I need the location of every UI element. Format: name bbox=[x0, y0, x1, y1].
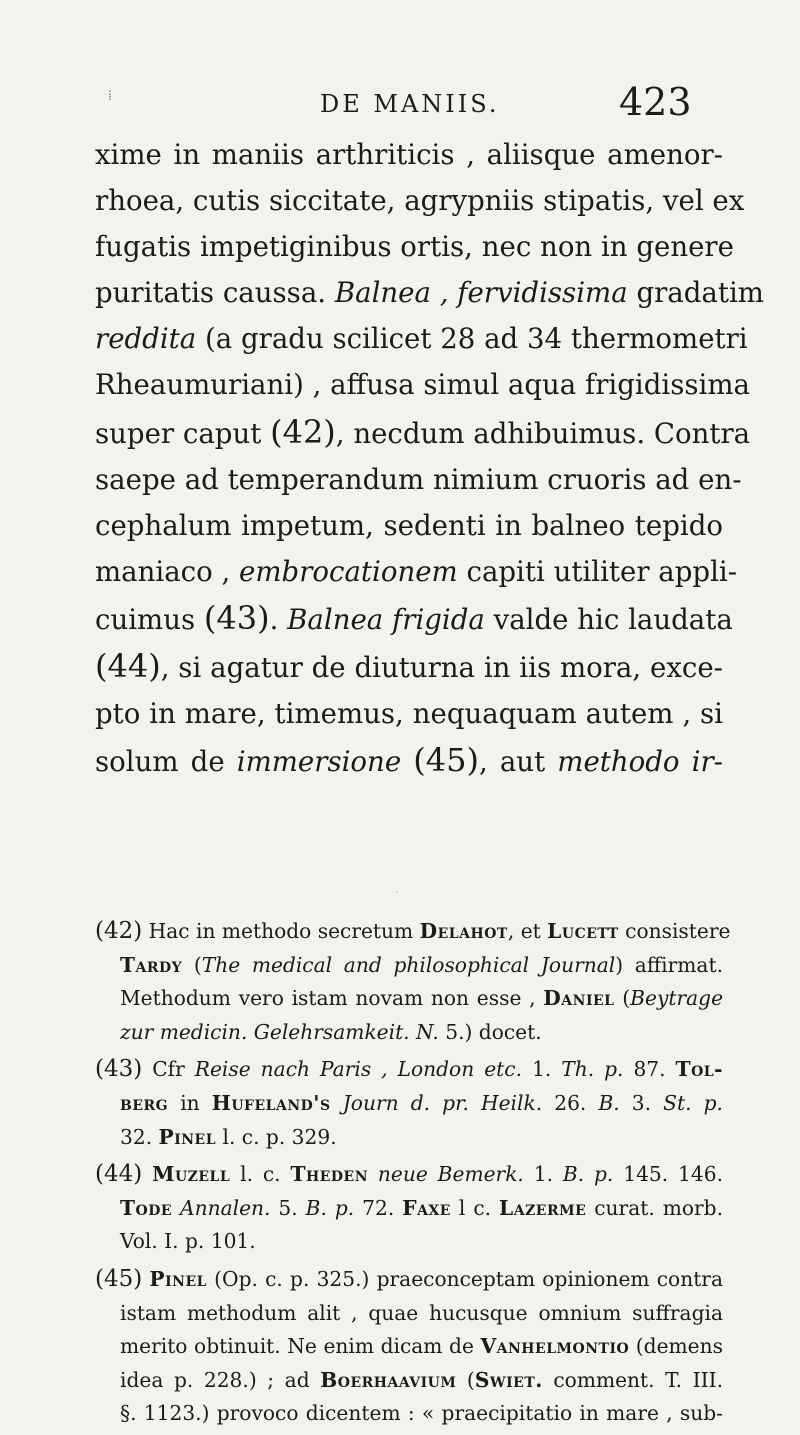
text-fragment: (Op. c. p. 325.) praeconceptam opinionem contra bbox=[206, 1266, 723, 1291]
text-line bbox=[95, 132, 723, 178]
text-fragment: 5.) docet. bbox=[438, 1019, 542, 1044]
footnote-line bbox=[95, 1192, 723, 1226]
footnote-line bbox=[95, 949, 723, 983]
text-fragment: Tode bbox=[120, 1195, 173, 1220]
text-fragment: solum de bbox=[95, 745, 237, 779]
text-fragment: . bbox=[269, 602, 288, 636]
footnote-45 bbox=[95, 1263, 723, 1431]
footnotes bbox=[95, 915, 731, 1435]
footnote-line bbox=[95, 915, 731, 949]
text-fragment: l. c. p. 329. bbox=[216, 1124, 337, 1149]
text-fragment: Th. p. bbox=[561, 1057, 624, 1082]
footnote-number: (45) bbox=[95, 1265, 143, 1292]
text-fragment: ( bbox=[614, 986, 631, 1011]
text-fragment: Lazerme bbox=[499, 1195, 587, 1220]
text-fragment: Vol. I. p. 101. bbox=[120, 1229, 256, 1254]
text-fragment: cephalum impetum, sedenti in balneo tepido bbox=[95, 508, 723, 542]
text-fragment: Pinel bbox=[158, 1124, 217, 1149]
text-fragment: zur medicin. Gelehrsamkeit. N. bbox=[120, 1019, 439, 1044]
text-fragment: methodo ir- bbox=[557, 745, 723, 779]
footnote-line bbox=[95, 1330, 723, 1364]
text-line bbox=[95, 178, 745, 224]
text-fragment: capiti utiliter appli- bbox=[457, 554, 738, 588]
text-fragment: 32. bbox=[120, 1124, 159, 1149]
text-fragment: ) affirmat. bbox=[615, 952, 723, 977]
text-fragment: (a gradu scilicet 28 ad 34 thermometri bbox=[196, 322, 748, 356]
text-fragment: xime in maniis arthriticis , aliisque amenor- bbox=[95, 138, 723, 171]
footnote-ref: (44) bbox=[95, 647, 161, 686]
text-fragment: Balnea frigida bbox=[287, 602, 485, 636]
text-fragment bbox=[331, 1091, 343, 1115]
body-text bbox=[95, 132, 764, 785]
text-line bbox=[95, 270, 764, 316]
text-fragment: Balnea , fervidissima bbox=[334, 276, 628, 310]
page-number: 423 bbox=[619, 80, 692, 124]
text-fragment: idea p. 228.) ; ad bbox=[120, 1367, 321, 1392]
text-fragment: 5. bbox=[270, 1195, 306, 1220]
text-fragment: cuimus bbox=[95, 602, 204, 636]
text-fragment: Swiet. bbox=[474, 1367, 543, 1392]
text-fragment: Hac in methodo secretum bbox=[142, 919, 420, 943]
text-fragment: The medical and philosophical Journal bbox=[201, 952, 616, 977]
text-fragment: rhoea, cutis siccitate, agrypniis stipatis, vel ex bbox=[95, 184, 745, 218]
text-fragment: curat. morb. bbox=[586, 1195, 724, 1220]
text-fragment: saepe ad temperandum nimium cruoris ad en- bbox=[95, 462, 742, 496]
ink-speck: ⁞ bbox=[108, 88, 112, 104]
text-fragment: Annalen. bbox=[180, 1195, 271, 1220]
text-fragment: reddita bbox=[95, 322, 197, 356]
running-head: DE MANIIS. bbox=[320, 90, 500, 118]
text-fragment: consistere bbox=[618, 919, 731, 943]
text-fragment: , et bbox=[507, 919, 548, 943]
text-fragment bbox=[401, 745, 413, 778]
text-line bbox=[95, 409, 751, 457]
text-fragment: maniaco , bbox=[95, 554, 240, 588]
text-fragment: 1. bbox=[523, 1162, 563, 1187]
footnote-line bbox=[95, 1158, 723, 1192]
text-line bbox=[95, 362, 750, 408]
text-fragment: 26. bbox=[542, 1090, 599, 1115]
text-fragment bbox=[368, 1162, 378, 1186]
text-fragment: istam methodum alit , quae hucusque omnium suffragia bbox=[120, 1300, 723, 1325]
footnote-42 bbox=[95, 915, 731, 1049]
text-fragment: l. c. bbox=[230, 1162, 291, 1187]
text-line bbox=[95, 737, 723, 785]
footnote-line bbox=[95, 1121, 723, 1155]
text-fragment: Rheaumuriani) , affusa simul aqua frigidissima bbox=[95, 368, 750, 402]
text-fragment: 145. 146. bbox=[613, 1162, 723, 1187]
footnote-number: (44) bbox=[95, 1161, 143, 1188]
text-fragment: Reise nach Paris , London etc. bbox=[194, 1057, 522, 1082]
footnote-ref: (45) bbox=[413, 741, 479, 780]
text-fragment: berg bbox=[120, 1090, 169, 1115]
text-fragment: puritatis caussa. bbox=[95, 276, 335, 310]
text-fragment: Muzell bbox=[152, 1162, 231, 1187]
footnote-line bbox=[95, 1263, 723, 1297]
text-fragment: B. bbox=[598, 1090, 620, 1115]
footnote-line bbox=[95, 1016, 723, 1050]
footnote-44 bbox=[95, 1158, 723, 1259]
text-fragment: valde hic laudata bbox=[484, 602, 733, 636]
footnote-line bbox=[95, 1364, 723, 1398]
text-fragment: 1. bbox=[521, 1057, 562, 1082]
text-fragment: , si agatur de diuturna in iis mora, exce- bbox=[160, 651, 723, 685]
text-fragment: B. p. bbox=[562, 1162, 614, 1187]
footnote-line bbox=[95, 982, 723, 1016]
footnote-ref: (43) bbox=[203, 598, 270, 637]
text-fragment: Hufeland's bbox=[211, 1090, 331, 1115]
text-fragment: Lucett bbox=[547, 919, 619, 943]
text-fragment: Faxe bbox=[402, 1195, 451, 1220]
text-fragment: gradatim bbox=[627, 276, 764, 310]
text-fragment: Daniel bbox=[543, 986, 615, 1011]
text-fragment: embrocationem bbox=[239, 554, 458, 588]
text-fragment: immersione bbox=[236, 745, 402, 779]
text-fragment: Pinel bbox=[149, 1266, 207, 1291]
footnote-43 bbox=[95, 1053, 723, 1154]
text-line bbox=[95, 316, 748, 362]
text-fragment: fugatis impetiginibus ortis, nec non in genere bbox=[95, 230, 734, 264]
text-fragment: Tol- bbox=[675, 1057, 723, 1082]
footnote-line bbox=[95, 1087, 723, 1121]
text-line bbox=[95, 457, 742, 503]
text-fragment: Beytrage bbox=[630, 986, 724, 1011]
text-fragment: §. 1123.) provoco dicentem : « praecipitatio in mare , sub- bbox=[120, 1401, 723, 1426]
text-fragment: , necdum adhibuimus. Contra bbox=[335, 416, 751, 450]
text-fragment: Cfr bbox=[142, 1057, 195, 1082]
text-fragment: 87. bbox=[623, 1057, 676, 1082]
text-fragment: Vanhelmontio bbox=[480, 1334, 630, 1359]
text-fragment: Tardy bbox=[120, 952, 183, 977]
text-fragment: pto in mare, timemus, nequaquam autem , si bbox=[95, 697, 723, 731]
text-fragment: 72. bbox=[354, 1195, 403, 1220]
text-line bbox=[95, 643, 723, 691]
text-line bbox=[95, 595, 733, 643]
text-fragment: Theden bbox=[290, 1162, 369, 1187]
footnote-line bbox=[95, 1297, 723, 1331]
footnote-number: (42) bbox=[95, 918, 143, 944]
text-fragment: super caput bbox=[95, 416, 271, 450]
text-fragment: ( bbox=[182, 952, 202, 977]
text-fragment: l c. bbox=[450, 1195, 500, 1220]
text-fragment: (demens bbox=[629, 1334, 723, 1359]
page-header bbox=[0, 72, 800, 126]
text-fragment: Boerhaavium bbox=[320, 1367, 457, 1392]
text-fragment: 3. bbox=[619, 1090, 664, 1115]
text-fragment: St. p. bbox=[663, 1090, 723, 1115]
text-fragment: neue Bemerk. bbox=[377, 1162, 524, 1187]
footnote-line bbox=[95, 1397, 723, 1431]
footnote-ref: (42) bbox=[270, 412, 336, 451]
text-fragment: , aut bbox=[478, 745, 558, 779]
separator-mark: · bbox=[395, 888, 399, 899]
footnote-line bbox=[95, 1225, 723, 1259]
text-fragment: Methodum vero istam novam non esse , bbox=[120, 986, 544, 1011]
text-line bbox=[95, 503, 723, 549]
text-fragment bbox=[142, 1162, 152, 1186]
text-fragment bbox=[172, 1196, 180, 1220]
text-fragment: B. p. bbox=[305, 1195, 355, 1220]
text-fragment: Journ d. pr. Heilk. bbox=[342, 1090, 543, 1115]
text-fragment: ( bbox=[456, 1367, 475, 1392]
text-fragment: Delahot bbox=[419, 919, 508, 943]
footnote-line bbox=[95, 1053, 723, 1087]
text-line bbox=[95, 549, 738, 595]
text-line bbox=[95, 224, 734, 270]
text-fragment: comment. T. III. bbox=[542, 1367, 724, 1392]
text-fragment: in bbox=[168, 1090, 212, 1115]
text-line bbox=[95, 691, 723, 737]
text-fragment: merito obtinuit. Ne enim dicam de bbox=[120, 1334, 481, 1359]
footnote-number: (43) bbox=[95, 1056, 143, 1083]
